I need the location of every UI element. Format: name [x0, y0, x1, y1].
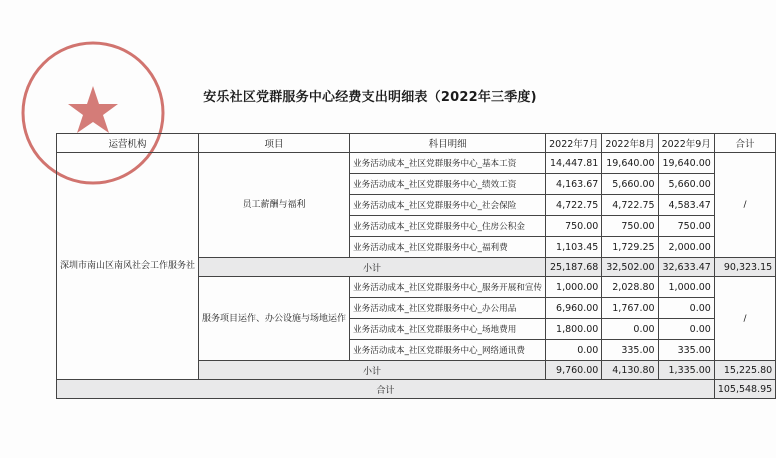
aug-cell: 2,028.80	[602, 277, 658, 298]
subject-cell: 业务活动成本_社区党群服务中心_基本工资	[350, 153, 546, 174]
subtotal-sep: 32,633.47	[658, 258, 714, 277]
header-subject: 科目明细	[350, 134, 546, 153]
aug-cell: 750.00	[602, 216, 658, 237]
subtotal-aug: 32,502.00	[602, 258, 658, 277]
jul-cell: 1,800.00	[546, 319, 602, 340]
subject-cell: 业务活动成本_社区党群服务中心_福利费	[350, 237, 546, 258]
table-row	[57, 153, 776, 174]
sep-cell: 0.00	[658, 298, 714, 319]
subtotal-sep: 1,335.00	[658, 361, 714, 380]
subject-cell: 业务活动成本_社区党群服务中心_办公用品	[350, 298, 546, 319]
group-total-cell: /	[714, 153, 775, 258]
subject-cell: 业务活动成本_社区党群服务中心_服务开展和宣传	[350, 277, 546, 298]
subject-cell: 业务活动成本_社区党群服务中心_社会保险	[350, 195, 546, 216]
aug-cell: 1,729.25	[602, 237, 658, 258]
subject-cell: 业务活动成本_社区党群服务中心_场地费用	[350, 319, 546, 340]
sep-cell: 1,000.00	[658, 277, 714, 298]
sep-cell: 2,000.00	[658, 237, 714, 258]
aug-cell: 335.00	[602, 340, 658, 361]
project-cell: 服务项目运作、办公设施与场地运作	[199, 277, 350, 361]
subtotal-label: 小计	[199, 361, 546, 380]
aug-cell: 19,640.00	[602, 153, 658, 174]
subtotal-label: 小计	[199, 258, 546, 277]
jul-cell: 4,163.67	[546, 174, 602, 195]
jul-cell: 14,447.81	[546, 153, 602, 174]
subject-cell: 业务活动成本_社区党群服务中心_住房公积金	[350, 216, 546, 237]
aug-cell: 0.00	[602, 319, 658, 340]
grand-total-label: 合计	[57, 380, 715, 399]
sep-cell: 750.00	[658, 216, 714, 237]
sep-cell: 5,660.00	[658, 174, 714, 195]
project-cell: 员工薪酬与福利	[199, 153, 350, 258]
jul-cell: 750.00	[546, 216, 602, 237]
subtotal-total: 15,225.80	[714, 361, 775, 380]
jul-cell: 4,722.75	[546, 195, 602, 216]
aug-cell: 1,767.00	[602, 298, 658, 319]
sep-cell: 0.00	[658, 319, 714, 340]
sep-cell: 19,640.00	[658, 153, 714, 174]
jul-cell: 6,960.00	[546, 298, 602, 319]
expense-table	[56, 133, 776, 399]
table-header-row	[57, 134, 776, 153]
subtotal-jul: 25,187.68	[546, 258, 602, 277]
header-total: 合计	[714, 134, 775, 153]
sep-cell: 4,583.47	[658, 195, 714, 216]
grand-total-row	[57, 380, 776, 399]
subtotal-jul: 9,760.00	[546, 361, 602, 380]
subject-cell: 业务活动成本_社区党群服务中心_绩效工资	[350, 174, 546, 195]
org-cell: 深圳市南山区南风社会工作服务社	[57, 153, 199, 380]
subtotal-aug: 4,130.80	[602, 361, 658, 380]
header-org: 运营机构	[57, 134, 199, 153]
header-project: 项目	[199, 134, 350, 153]
header-sep: 2022年9月	[658, 134, 714, 153]
grand-total-value: 105,548.95	[714, 380, 775, 399]
aug-cell: 5,660.00	[602, 174, 658, 195]
jul-cell: 1,103.45	[546, 237, 602, 258]
jul-cell: 0.00	[546, 340, 602, 361]
sep-cell: 335.00	[658, 340, 714, 361]
jul-cell: 1,000.00	[546, 277, 602, 298]
subject-cell: 业务活动成本_社区党群服务中心_网络通讯费	[350, 340, 546, 361]
header-aug: 2022年8月	[602, 134, 658, 153]
subtotal-total: 90,323.15	[714, 258, 775, 277]
aug-cell: 4,722.75	[602, 195, 658, 216]
header-jul: 2022年7月	[546, 134, 602, 153]
group-total-cell: /	[714, 277, 775, 361]
page-title: 安乐社区党群服务中心经费支出明细表（2022年三季度)	[203, 90, 537, 105]
